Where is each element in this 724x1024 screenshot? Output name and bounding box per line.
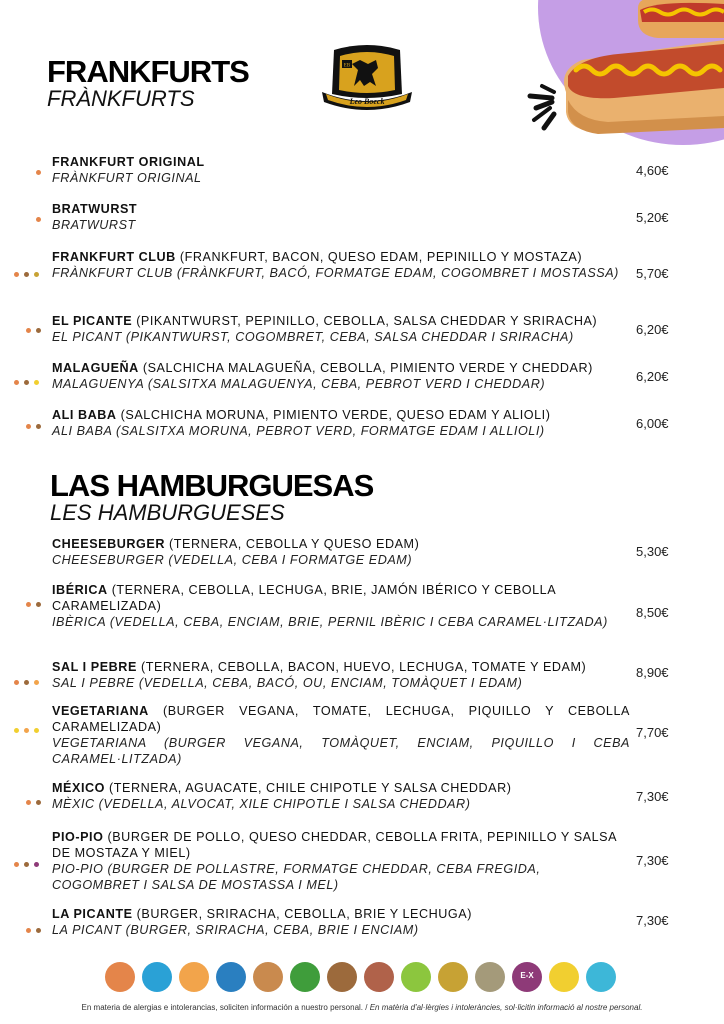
milk-dot <box>36 800 41 805</box>
item-description: (TERNERA, CEBOLLA Y QUESO EDAM) <box>164 537 420 551</box>
sesame-icon <box>475 962 505 992</box>
menu-item <box>52 407 630 439</box>
item-description-catalan: CHEESEBURGER (VEDELLA, CEBA I FORMATGE EDAM) <box>52 553 413 567</box>
item-name: LA PICANTE <box>52 907 133 921</box>
celery-icon <box>401 962 431 992</box>
item-name: FRANKFURT CLUB <box>52 250 176 264</box>
item-price: 6,00€ <box>636 416 669 431</box>
item-price: 7,30€ <box>636 913 669 928</box>
menu-item <box>52 829 630 893</box>
soy-icon <box>290 962 320 992</box>
allergy-disclaimer <box>0 1003 724 1012</box>
milk-dot <box>24 862 29 867</box>
item-description: (TERNERA, CEBOLLA, BACON, HUEVO, LECHUGA, TOMATE Y EDAM) <box>136 660 587 674</box>
gluten-dot <box>26 328 31 333</box>
milk-dot <box>36 602 41 607</box>
milk-dot <box>36 928 41 933</box>
item-price: 5,70€ <box>636 266 669 281</box>
crustaceans-icon <box>142 962 172 992</box>
menu-item <box>52 201 630 233</box>
hotdog-picture <box>518 0 724 150</box>
item-price: 8,50€ <box>636 605 669 620</box>
item-description: (BURGER VEGANA, TOMATE, LECHUGA, PIQUILLO Y CEBOLLA CARAMELIZADA) <box>52 704 630 734</box>
gluten-dot <box>26 928 31 933</box>
fish-icon <box>216 962 246 992</box>
item-name: MÉXICO <box>52 781 105 795</box>
menu-item <box>52 582 630 630</box>
item-name: CHEESEBURGER <box>52 537 165 551</box>
item-description-catalan: ALI BABA (SALSITXA MORUNA, PEBROT VERD, FORMATGE EDAM I ALLIOLI) <box>52 424 545 438</box>
mustard-dot <box>34 272 39 277</box>
logo-text: Leo Boeck <box>349 97 385 106</box>
gluten-dot <box>36 170 41 175</box>
item-description-catalan: FRÀNKFURT ORIGINAL <box>52 171 202 185</box>
item-price: 6,20€ <box>636 322 669 337</box>
frankfurts-heading <box>47 56 249 110</box>
item-price: 7,30€ <box>636 789 669 804</box>
menu-item <box>52 659 630 691</box>
item-description-catalan: VEGETARIANA (BURGER VEGANA, TOMÀQUET, ENCIAM, PIQUILLO I CEBA CARAMEL·LITZADA) <box>52 736 630 766</box>
gluten-dot <box>36 217 41 222</box>
menu-item <box>52 780 630 812</box>
gluten-dot <box>26 800 31 805</box>
item-price: 5,30€ <box>636 544 669 559</box>
milk-dot <box>24 272 29 277</box>
item-description-catalan: MALAGUENYA (SALSITXA MALAGUENYA, CEBA, PEBROT VERD I CHEDDAR) <box>52 377 546 391</box>
disclaimer-catalan: En matèria d'al·lèrgies i intoleràncies, sol·licitin informació al nostre personal. <box>369 1003 643 1012</box>
lupin-dot <box>34 380 39 385</box>
lupin-icon <box>549 962 579 992</box>
milk-icon <box>327 962 357 992</box>
item-price: 7,30€ <box>636 853 669 868</box>
item-name: EL PICANTE <box>52 314 133 328</box>
hamburguesas-title: LAS HAMBURGUESAS <box>50 468 374 503</box>
menu-item <box>52 703 630 767</box>
item-name: VEGETARIANA <box>52 704 149 718</box>
menu-item <box>52 360 630 392</box>
milk-dot <box>36 328 41 333</box>
allergen-label: E-X <box>520 971 534 980</box>
nuts-icon <box>364 962 394 992</box>
gluten-dot <box>14 272 19 277</box>
leo-boeck-logo <box>320 44 414 114</box>
item-description-catalan: BRATWURST <box>52 218 136 232</box>
sulphites-icon <box>512 962 542 992</box>
disclaimer-spanish: En materia de alergias e intolerancias, soliciten información a nuestro personal. / <box>81 1003 370 1012</box>
item-description: (SALCHICHA MORUNA, PIMIENTO VERDE, QUESO EDAM Y ALIOLI) <box>116 408 551 422</box>
menu-item <box>52 536 630 568</box>
hamburguesas-subtitle: LES HAMBURGUESES <box>50 500 285 525</box>
item-name: SAL I PEBRE <box>52 660 137 674</box>
milk-dot <box>24 380 29 385</box>
item-description: (BURGER, SRIRACHA, CEBOLLA, BRIE Y LECHUGA) <box>132 907 472 921</box>
item-description: (SALCHICHA MALAGUEÑA, CEBOLLA, PIMIENTO VERDE Y CHEDDAR) <box>138 361 593 375</box>
item-price: 6,20€ <box>636 369 669 384</box>
lupin-dot <box>34 728 39 733</box>
item-description-catalan: LA PICANT (BURGER, SRIRACHA, CEBA, BRIE I ENCIAM) <box>52 923 419 937</box>
item-description-catalan: EL PICANT (PIKANTWURST, COGOMBRET, CEBA, SALSA CHEDDAR I SRIRACHA) <box>52 330 574 344</box>
sulphites-dot <box>34 862 39 867</box>
gluten-dot <box>26 602 31 607</box>
peanuts-icon <box>253 962 283 992</box>
item-description: (BURGER DE POLLO, QUESO CHEDDAR, CEBOLLA FRITA, PEPINILLO Y SALSA DE MOSTAZA Y MIEL) <box>52 830 617 860</box>
gluten-dot <box>14 862 19 867</box>
frankfurts-title: FRANKFURTS <box>47 54 249 89</box>
item-price: 8,90€ <box>636 665 669 680</box>
item-name: FRANKFURT ORIGINAL <box>52 155 205 169</box>
item-description-catalan: IBÈRICA (VEDELLA, CEBA, ENCIAM, BRIE, PERNIL IBÈRIC I CEBA CARAMEL·LITZADA) <box>52 615 608 629</box>
gluten-icon <box>105 962 135 992</box>
milk-dot <box>24 680 29 685</box>
item-description-catalan: PIO-PIO (BURGER DE POLLASTRE, FORMATGE CHEDDAR, CEBA FREGIDA, COGOMBRET I SALSA DE MOSTASSA I MEL) <box>52 862 541 892</box>
gluten-dot <box>14 680 19 685</box>
item-description-catalan: SAL I PEBRE (VEDELLA, CEBA, BACÓ, OU, ENCIAM, TOMÀQUET I EDAM) <box>52 676 523 690</box>
lupin-dot <box>14 728 19 733</box>
item-name: ALI BABA <box>52 408 117 422</box>
item-description: (FRANKFURT, BACON, QUESO EDAM, PEPINILLO Y MOSTAZA) <box>175 250 583 264</box>
item-name: BRATWURST <box>52 202 138 216</box>
eggs-dot <box>24 728 29 733</box>
menu-item <box>52 313 630 345</box>
eggs-dot <box>34 680 39 685</box>
milk-dot <box>36 424 41 429</box>
eggs-icon <box>179 962 209 992</box>
mustard-icon <box>438 962 468 992</box>
item-name: PIO-PIO <box>52 830 104 844</box>
item-name: MALAGUEÑA <box>52 361 139 375</box>
logo-initials: EB <box>343 63 351 69</box>
item-name: IBÉRICA <box>52 583 108 597</box>
gluten-dot <box>14 380 19 385</box>
molluscs-icon <box>586 962 616 992</box>
hamburguesas-heading <box>50 470 373 524</box>
item-description: (PIKANTWURST, PEPINILLO, CEBOLLA, SALSA CHEDDAR Y SRIRACHA) <box>132 314 598 328</box>
item-price: 5,20€ <box>636 210 669 225</box>
item-description: (TERNERA, AGUACATE, CHILE CHIPOTLE Y SALSA CHEDDAR) <box>104 781 512 795</box>
item-description-catalan: FRÀNKFURT CLUB (FRÀNKFURT, BACÓ, FORMATGE EDAM, COGOMBRET I MOSTASSA) <box>52 266 619 280</box>
menu-item <box>52 906 630 938</box>
item-description: (TERNERA, CEBOLLA, LECHUGA, BRIE, JAMÓN IBÉRICO Y CEBOLLA CARAMELIZADA) <box>52 583 556 613</box>
frankfurts-subtitle: FRÀNKFURTS <box>47 86 195 111</box>
gluten-dot <box>26 424 31 429</box>
item-price: 7,70€ <box>636 725 669 740</box>
menu-item <box>52 249 630 281</box>
item-price: 4,60€ <box>636 163 669 178</box>
item-description-catalan: MÈXIC (VEDELLA, ALVOCAT, XILE CHIPOTLE I SALSA CHEDDAR) <box>52 797 471 811</box>
menu-item <box>52 154 630 186</box>
